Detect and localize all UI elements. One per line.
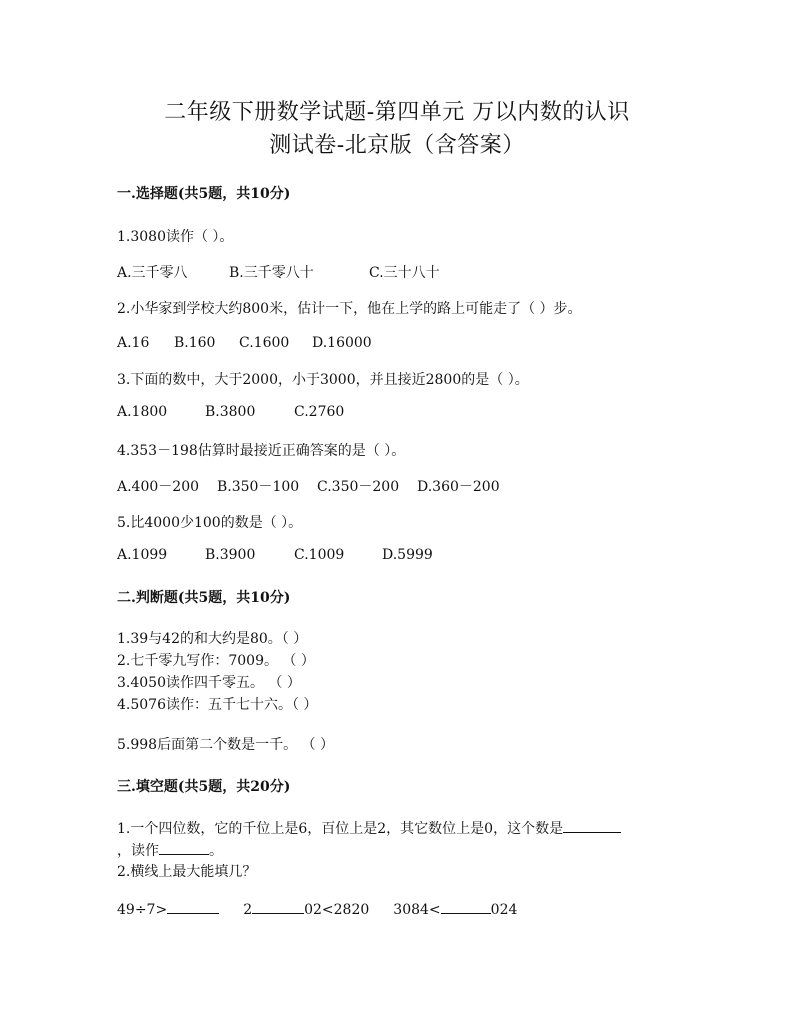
question-1: 1.3080读作（ ）。 [117, 229, 234, 245]
fill-q1-text: 1.一个四位数，它的千位上是6，百位上是2，其它数位上是0，这个数是 [117, 821, 564, 837]
page-title-line2: 测试卷-北京版（含答案） [269, 133, 525, 158]
judgement-item-1: 1.39与42的和大约是80。（ ） [117, 631, 308, 647]
option-c: C.三十八十 [369, 265, 440, 281]
question-3: 3.下面的数中，大于2000，小于3000，并且接近2800的是（ ）。 [117, 372, 529, 388]
answer-blank[interactable] [252, 899, 304, 914]
question-5: 5.比4000少100的数是（ ）。 [117, 515, 303, 531]
answer-blank[interactable] [167, 899, 219, 914]
option-c: C.1600 [239, 335, 290, 351]
option-a: A.1099 [117, 547, 168, 563]
option-a: A.16 [117, 335, 150, 351]
option-a: A.1800 [117, 404, 168, 420]
fill-q2-a: 49÷7> [117, 902, 168, 918]
options-q4 [117, 476, 500, 496]
option-b: B.160 [174, 335, 216, 351]
judgement-item-4: 4.5076读作：五千七十六。（ ） [117, 697, 318, 713]
options-q5 [117, 547, 433, 563]
option-b: B.3800 [205, 404, 256, 420]
option-b: B.350－100 [217, 479, 300, 495]
fill-question-1-cont [117, 840, 223, 860]
option-b: B.3900 [205, 547, 256, 563]
option-c: C.2760 [294, 404, 345, 420]
fill-q2-b-prefix: 2 [243, 902, 253, 918]
page-title-line1: 二年级下册数学试题-第四单元 万以内数的认识 [164, 100, 630, 125]
fill-question-1 [117, 818, 621, 838]
option-c: C.1009 [294, 547, 345, 563]
section-heading-judgement: 二.判断题(共5题，共10分) [117, 590, 291, 606]
options-q2 [117, 335, 372, 351]
fill-q2-c-prefix: 3084< [393, 902, 441, 918]
option-c: C.350－200 [317, 479, 400, 495]
fill-question-2-items [117, 899, 517, 918]
section-heading-choice: 一.选择题(共5题，共10分) [117, 186, 291, 202]
fill-question-2: 2.横线上最大能填几？ [117, 864, 257, 880]
answer-blank[interactable] [441, 899, 491, 914]
option-d: D.16000 [312, 335, 372, 351]
fill-q1-read-label: ，读作 [117, 843, 159, 859]
options-q1 [117, 262, 440, 282]
fill-q1-end: 。 [209, 843, 223, 859]
option-d: D.5999 [382, 547, 433, 563]
question-4: 4.353－198估算时最接近正确答案的是（ ）。 [117, 443, 406, 459]
option-b: B.三千零八十 [229, 265, 314, 281]
judgement-item-5: 5.998后面第二个数是一千。 （ ） [117, 737, 334, 753]
question-2: 2.小华家到学校大约800米，估计一下，他在上学的路上可能走了（ ）步。 [117, 301, 582, 317]
fill-q2-c-suffix: 024 [490, 902, 518, 918]
options-q3 [117, 404, 344, 420]
fill-q2-b-suffix: 02<2820 [304, 902, 370, 918]
section-heading-fill: 三.填空题(共5题，共20分) [117, 779, 291, 795]
option-a: A.三千零八 [117, 265, 188, 281]
option-a: A.400－200 [117, 479, 200, 495]
answer-blank[interactable] [563, 818, 621, 833]
judgement-item-2: 2.七千零九写作：7009。 （ ） [117, 653, 315, 669]
answer-blank[interactable] [159, 840, 209, 855]
option-d: D.360－200 [417, 479, 500, 495]
judgement-item-3: 3.4050读作四千零五。 （ ） [117, 675, 301, 691]
